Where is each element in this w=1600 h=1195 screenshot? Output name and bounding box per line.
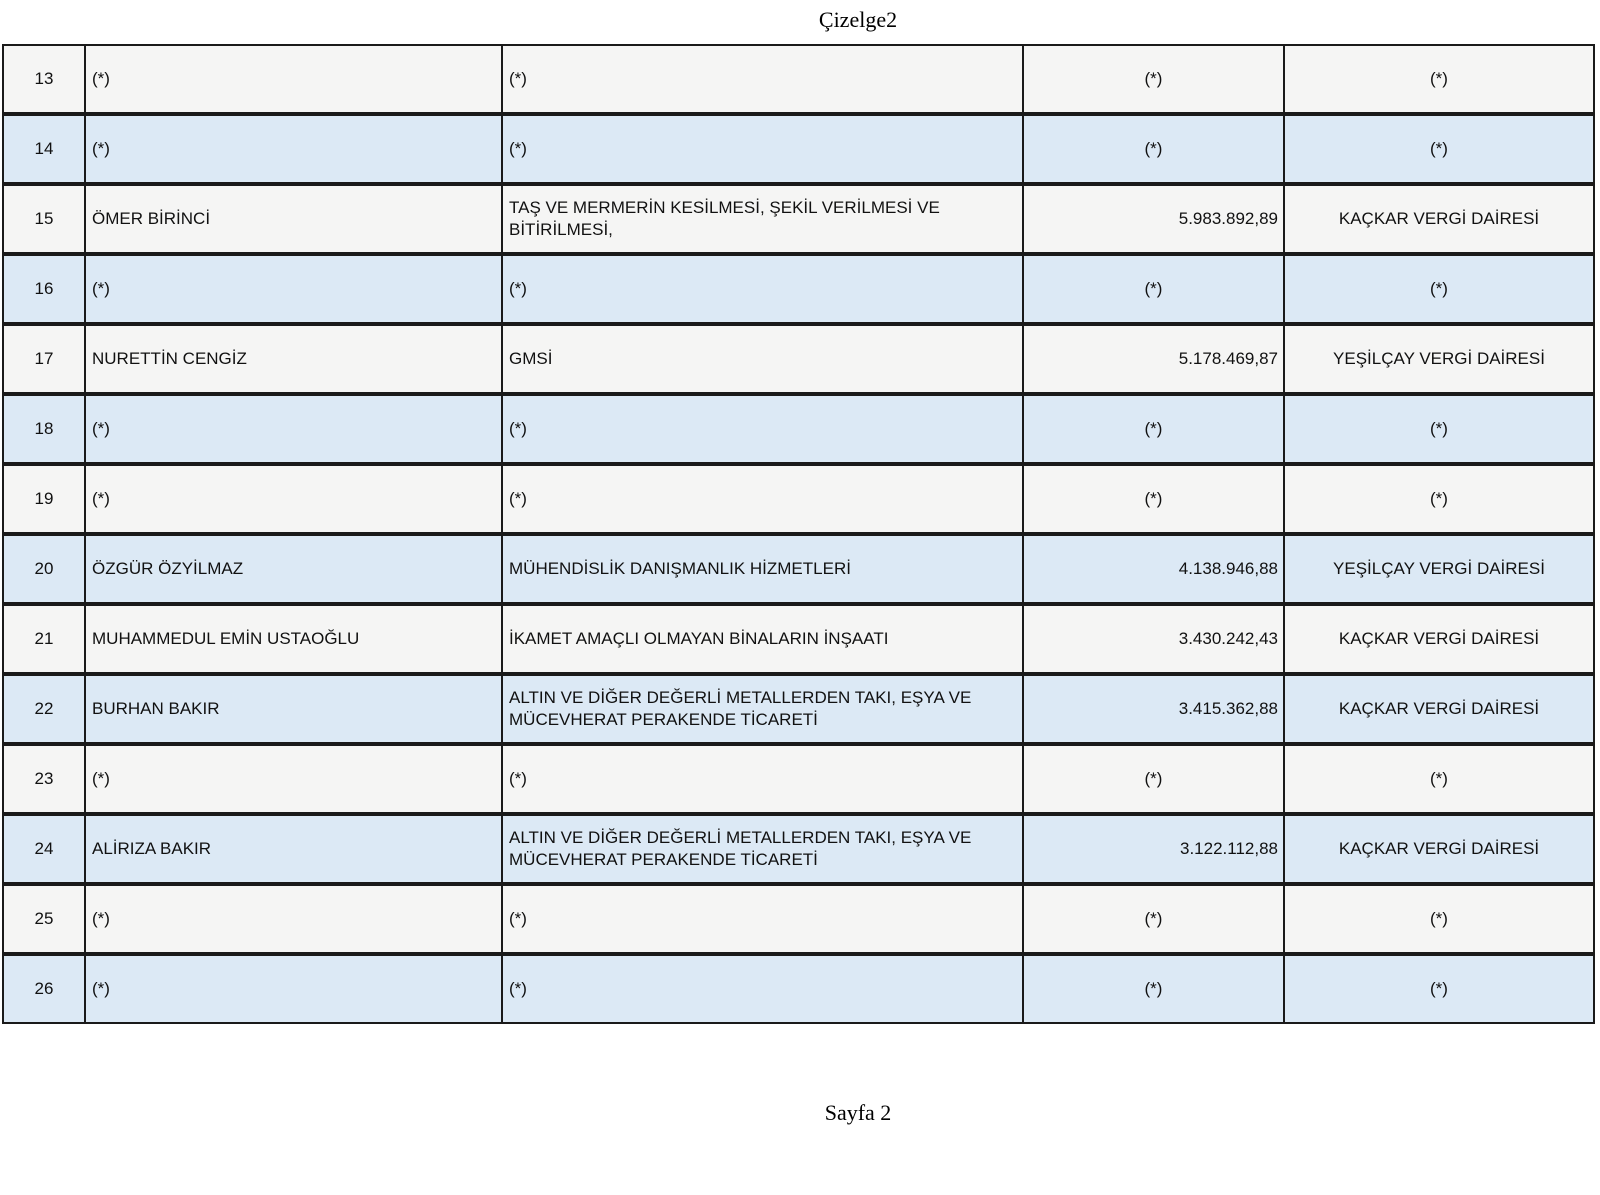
activity-cell: (*) <box>501 254 1022 324</box>
table-row <box>2 114 1595 184</box>
activity-cell: (*) <box>501 114 1022 184</box>
activity-cell: (*) <box>501 744 1022 814</box>
row-number-cell: 18 <box>2 394 84 464</box>
table-row <box>2 814 1595 884</box>
row-number-cell: 19 <box>2 464 84 534</box>
taxpayer-name-cell: ALİRIZA BAKIR <box>84 814 501 884</box>
activity-cell: (*) <box>501 44 1022 114</box>
row-number-cell: 25 <box>2 884 84 954</box>
tax-office-cell: KAÇKAR VERGİ DAİRESİ <box>1283 674 1595 744</box>
tax-office-cell: (*) <box>1283 954 1595 1024</box>
taxpayer-name-cell: (*) <box>84 954 501 1024</box>
row-number-cell: 16 <box>2 254 84 324</box>
activity-cell: (*) <box>501 884 1022 954</box>
tax-office-cell: (*) <box>1283 464 1595 534</box>
amount-cell: 5.983.892,89 <box>1022 184 1283 254</box>
activity-cell: (*) <box>501 394 1022 464</box>
table-row <box>2 744 1595 814</box>
table-row <box>2 884 1595 954</box>
amount-cell: (*) <box>1022 464 1283 534</box>
tax-office-cell: KAÇKAR VERGİ DAİRESİ <box>1283 604 1595 674</box>
activity-cell: GMSİ <box>501 324 1022 394</box>
amount-cell: (*) <box>1022 954 1283 1024</box>
row-number-cell: 22 <box>2 674 84 744</box>
amount-cell: 3.430.242,43 <box>1022 604 1283 674</box>
amount-cell: (*) <box>1022 884 1283 954</box>
row-number-cell: 15 <box>2 184 84 254</box>
row-number-cell: 23 <box>2 744 84 814</box>
activity-cell: İKAMET AMAÇLI OLMAYAN BİNALARIN İNŞAATI <box>501 604 1022 674</box>
table-row <box>2 954 1595 1024</box>
row-number-cell: 26 <box>2 954 84 1024</box>
tax-office-cell: YEŞİLÇAY VERGİ DAİRESİ <box>1283 324 1595 394</box>
table-row <box>2 184 1595 254</box>
amount-cell: 3.122.112,88 <box>1022 814 1283 884</box>
activity-cell: (*) <box>501 464 1022 534</box>
table-body <box>2 44 1595 1024</box>
tax-office-cell: (*) <box>1283 394 1595 464</box>
tax-office-cell: (*) <box>1283 44 1595 114</box>
activity-cell: ALTIN VE DİĞER DEĞERLİ METALLERDEN TAKI, EŞYA VE MÜCEVHERAT PERAKENDE TİCARETİ <box>501 674 1022 744</box>
taxpayer-name-cell: (*) <box>84 254 501 324</box>
page-title: Çizelge2 <box>818 7 898 32</box>
page-number: Sayfa 2 <box>824 1100 892 1125</box>
activity-cell: TAŞ VE MERMERİN KESİLMESİ, ŞEKİL VERİLMESİ VE BİTİRİLMESİ, <box>501 184 1022 254</box>
taxpayer-name-cell: (*) <box>84 884 501 954</box>
table-row <box>2 44 1595 114</box>
amount-cell: 4.138.946,88 <box>1022 534 1283 604</box>
taxpayer-name-cell: ÖMER BİRİNCİ <box>84 184 501 254</box>
table-row <box>2 324 1595 394</box>
tax-office-cell: (*) <box>1283 114 1595 184</box>
amount-cell: (*) <box>1022 394 1283 464</box>
taxpayer-name-cell: BURHAN BAKIR <box>84 674 501 744</box>
taxpayer-name-cell: MUHAMMEDUL EMİN USTAOĞLU <box>84 604 501 674</box>
activity-cell: (*) <box>501 954 1022 1024</box>
amount-cell: 5.178.469,87 <box>1022 324 1283 394</box>
taxpayer-name-cell: (*) <box>84 744 501 814</box>
taxpayer-name-cell: ÖZGÜR ÖZYİLMAZ <box>84 534 501 604</box>
taxpayer-name-cell: NURETTİN CENGİZ <box>84 324 501 394</box>
table-row <box>2 674 1595 744</box>
row-number-cell: 21 <box>2 604 84 674</box>
row-number-cell: 20 <box>2 534 84 604</box>
table-row <box>2 604 1595 674</box>
amount-cell: 3.415.362,88 <box>1022 674 1283 744</box>
taxpayer-name-cell: (*) <box>84 464 501 534</box>
tax-office-cell: (*) <box>1283 254 1595 324</box>
amount-cell: (*) <box>1022 744 1283 814</box>
tax-office-cell: KAÇKAR VERGİ DAİRESİ <box>1283 184 1595 254</box>
activity-cell: MÜHENDİSLİK DANIŞMANLIK HİZMETLERİ <box>501 534 1022 604</box>
table-row <box>2 464 1595 534</box>
activity-cell: ALTIN VE DİĞER DEĞERLİ METALLERDEN TAKI, EŞYA VE MÜCEVHERAT PERAKENDE TİCARETİ <box>501 814 1022 884</box>
tax-office-cell: (*) <box>1283 884 1595 954</box>
table-row <box>2 394 1595 464</box>
row-number-cell: 13 <box>2 44 84 114</box>
amount-cell: (*) <box>1022 44 1283 114</box>
row-number-cell: 14 <box>2 114 84 184</box>
row-number-cell: 24 <box>2 814 84 884</box>
taxpayer-name-cell: (*) <box>84 114 501 184</box>
tax-office-cell: KAÇKAR VERGİ DAİRESİ <box>1283 814 1595 884</box>
table-row <box>2 534 1595 604</box>
tax-liability-table <box>2 44 1595 1024</box>
taxpayer-name-cell: (*) <box>84 394 501 464</box>
amount-cell: (*) <box>1022 254 1283 324</box>
row-number-cell: 17 <box>2 324 84 394</box>
amount-cell: (*) <box>1022 114 1283 184</box>
tax-office-cell: YEŞİLÇAY VERGİ DAİRESİ <box>1283 534 1595 604</box>
tax-office-cell: (*) <box>1283 744 1595 814</box>
taxpayer-name-cell: (*) <box>84 44 501 114</box>
table-row <box>2 254 1595 324</box>
